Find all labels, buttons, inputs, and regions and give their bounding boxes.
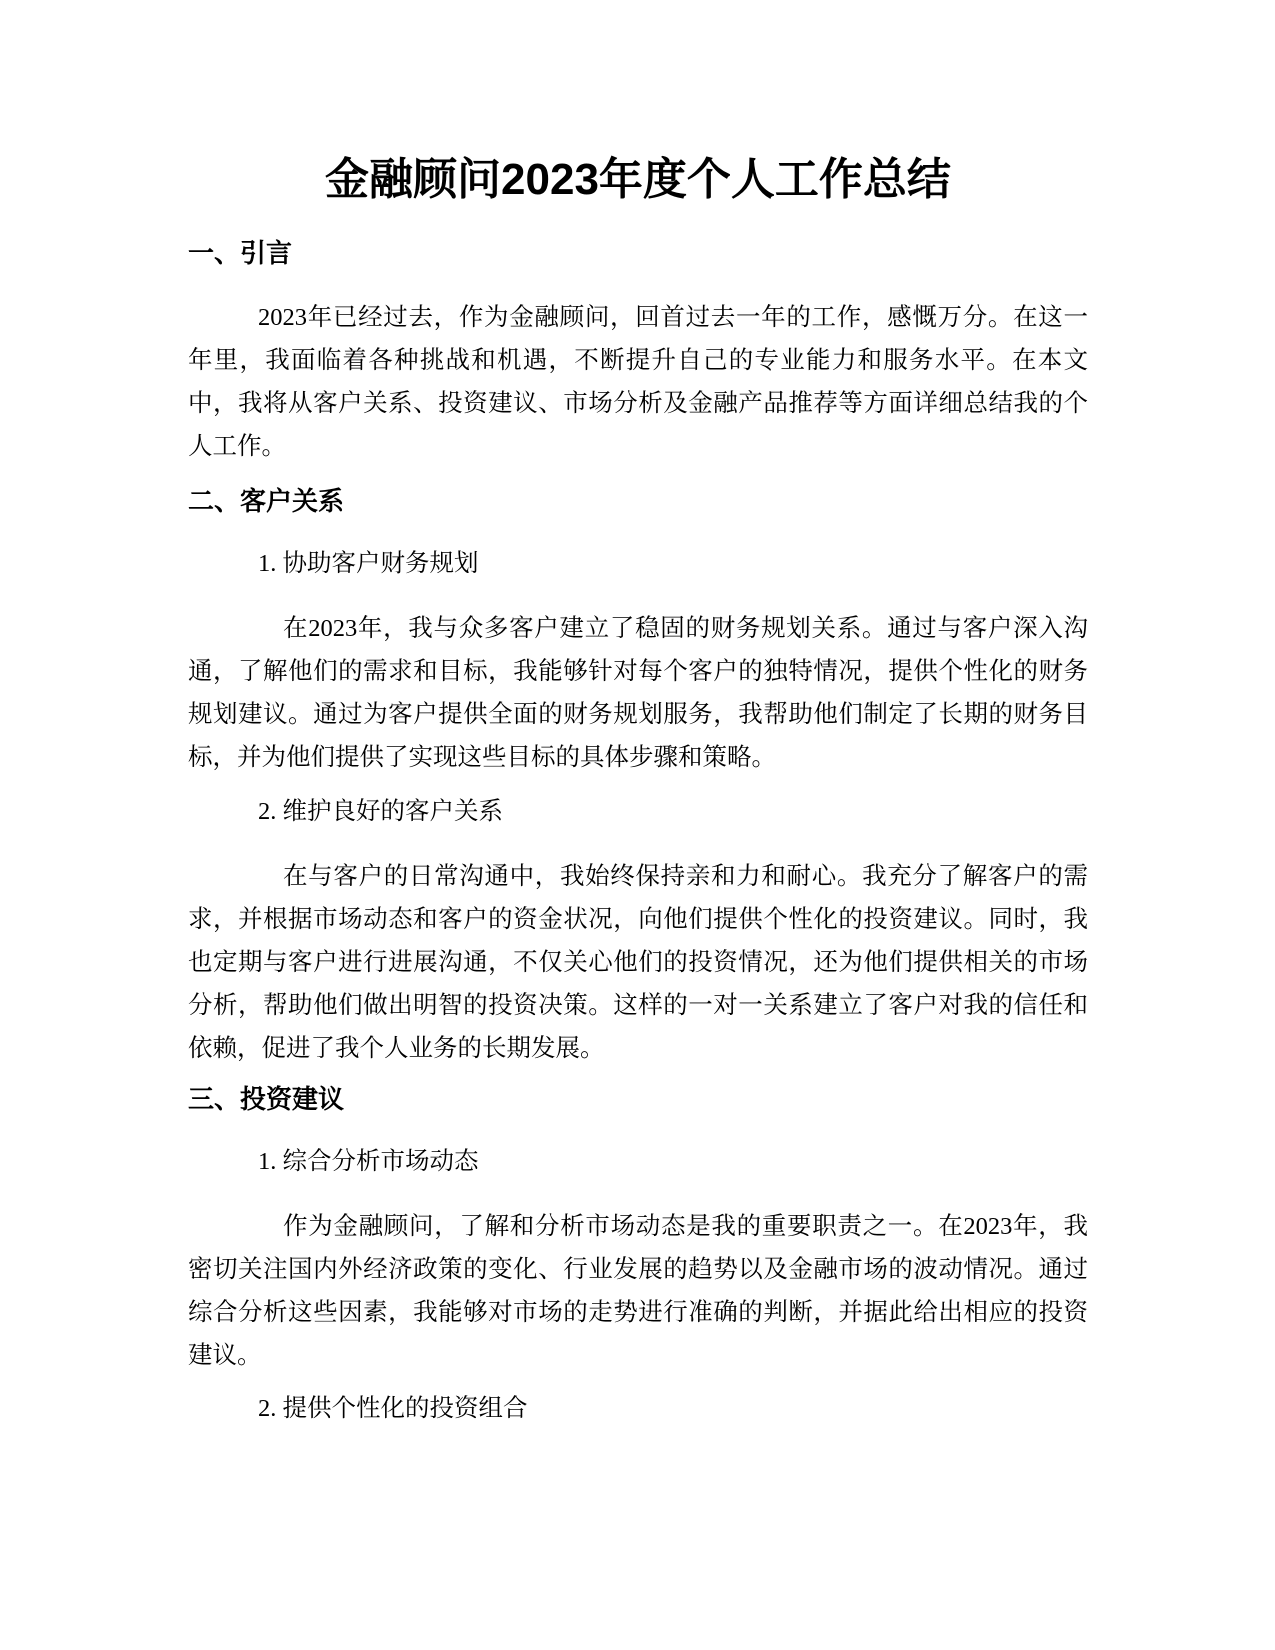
market-analysis-paragraph: 作为金融顾问，了解和分析市场动态是我的重要职责之一。在2023年，我密切关注国内外经济政策的变化、行业发展的趋势以及金融市场的波动情况。通过综合分析这些因素，我能够对市场的走势进行准确的判断，并据此给出相应的投资建议。 xyxy=(188,1213,1088,1369)
list-item-client-relationship: 2. 维护良好的客户关系 xyxy=(258,798,503,825)
list-item-personalized-portfolio: 2. 提供个性化的投资组合 xyxy=(258,1395,528,1422)
section-heading-introduction: 一、引言 xyxy=(188,239,293,269)
financial-planning-paragraph: 在2023年，我与众多客户建立了稳固的财务规划关系。通过与客户深入沟通，了解他们的需求和目标，我能够针对每个客户的独特情况，提供个性化的财务规划建议。通过为客户提供全面的财务规划服务，我帮助他们制定了长期的财务目标，并为他们提供了实现这些目标的具体步骤和策略。 xyxy=(188,615,1088,771)
list-item-market-analysis: 1. 综合分析市场动态 xyxy=(258,1148,479,1175)
document-title: 金融顾问2023年度个人工作总结 xyxy=(325,155,951,204)
list-item-financial-planning: 1. 协助客户财务规划 xyxy=(258,550,479,577)
introduction-paragraph: 2023年已经过去，作为金融顾问，回首过去一年的工作，感慨万分。在这一年里，我面临着各种挑战和机遇，不断提升自己的专业能力和服务水平。在本文中，我将从客户关系、投资建议、市场分析及金融产品推荐等方面详细总结我的个人工作。 xyxy=(188,304,1088,460)
section-heading-investment-advice: 三、投资建议 xyxy=(188,1085,345,1115)
section-heading-client-relations: 二、客户关系 xyxy=(188,487,345,517)
client-relationship-paragraph: 在与客户的日常沟通中，我始终保持亲和力和耐心。我充分了解客户的需求，并根据市场动态和客户的资金状况，向他们提供个性化的投资建议。同时，我也定期与客户进行进展沟通，不仅关心他们的投资情况，还为他们提供相关的市场分析，帮助他们做出明智的投资决策。这样的一对一关系建立了客户对我的信任和依赖，促进了我个人业务的长期发展。 xyxy=(188,863,1088,1062)
